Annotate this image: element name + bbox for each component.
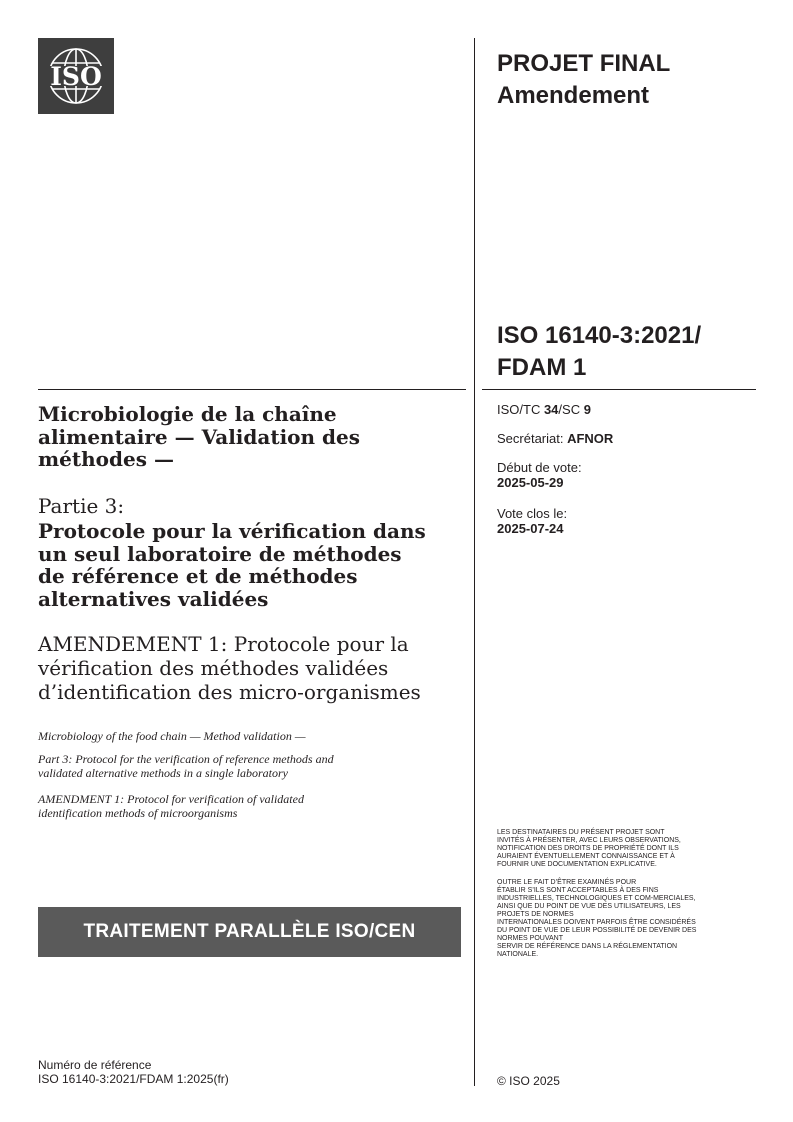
notice-line: FOURNIR UNE DOCUMENTATION EXPLICATIVE. (497, 861, 657, 868)
secretariat: Secrétariat: AFNOR (497, 431, 614, 446)
notice-line: NATIONALE. (497, 951, 539, 958)
notice-paragraph-1 (497, 829, 757, 869)
doc-type-line: Amendement (497, 82, 650, 109)
english-amendment-title: AMENDMENT 1: Protocol for verification of validated identification methods of microorganisms (38, 792, 304, 820)
parallel-processing-banner: TRAITEMENT PARALLÈLE ISO/CEN (38, 907, 461, 957)
reference-number (38, 1058, 229, 1086)
amendment-title: AMENDEMENT 1: Protocole pour la vérification des méthodes validées d’identification des micro-organismes (38, 632, 421, 704)
vote-end-label: Vote clos le: (497, 506, 568, 521)
committee-tc: 34 (543, 402, 559, 417)
notice-line: AINSI QUE DU POINT DE VUE DES UTILISATEURS, LES (497, 903, 681, 910)
vote-start-label: Début de vote: (497, 460, 582, 475)
vote-start (497, 460, 747, 490)
column-divider (474, 38, 475, 1086)
main-title: Microbiologie de la chaîne alimentaire — Validation des méthodes — (38, 402, 360, 471)
notice-paragraph-2 (497, 879, 757, 959)
iso-logo-text: ISO (50, 62, 102, 91)
committee-sc: 9 (583, 402, 591, 417)
notice-line: ÉTABLIR S’ILS SONT ACCEPTABLES À DES FINS (497, 887, 659, 894)
notice-line: INTERNATIONALES DOIVENT PARFOIS ÊTRE CONSIDÉRÉS (497, 919, 696, 926)
vote-end-date: 2025-07-24 (497, 521, 564, 536)
doc-type-line: PROJET FINAL (497, 50, 671, 77)
notice-line: LES DESTINATAIRES DU PRÉSENT PROJET SONT (497, 829, 665, 836)
document-number (497, 320, 757, 384)
iso-logo (38, 38, 114, 114)
title-rule-left (38, 389, 466, 390)
committee: ISO/TC 34/SC 9 (497, 402, 591, 417)
notice-line: AURAIENT ÉVENTUELLEMENT CONNAISSANCE ET À (497, 853, 675, 860)
notice-line: NOTIFICATION DES DROITS DE PROPRIÉTÉ DONT ILS (497, 845, 679, 852)
notice-line: INVITÉS À PRÉSENTER, AVEC LEURS OBSERVATIONS, (497, 837, 681, 844)
reference-label: Numéro de référence (38, 1058, 152, 1072)
vote-end (497, 506, 747, 536)
reference-value: ISO 16140-3:2021/FDAM 1:2025(fr) (38, 1072, 229, 1086)
doc-number-line: ISO 16140-3:2021/ (497, 322, 702, 349)
doc-number-line: FDAM 1 (497, 354, 587, 381)
copyright: © ISO 2025 (497, 1074, 560, 1088)
part-label: Partie 3: (38, 494, 125, 518)
notice-line: SERVIR DE RÉFÉRENCE DANS LA RÉGLEMENTATION (497, 943, 678, 950)
english-part-title: Part 3: Protocol for the verification of reference methods and validated alternative methods in a single laboratory (38, 752, 334, 780)
secretariat-value: AFNOR (567, 431, 614, 446)
notice-line: PROJETS DE NORMES (497, 911, 574, 918)
vote-start-date: 2025-05-29 (497, 475, 564, 490)
notice-line: OUTRE LE FAIT D’ÊTRE EXAMINÉS POUR (497, 879, 637, 886)
iso-globe-logo-icon (38, 38, 114, 114)
notice-line: NORMES POUVANT (497, 935, 563, 942)
notice-line: DU POINT DE VUE DE LEUR POSSIBILITÉ DE DEVENIR DES (497, 927, 697, 934)
notice-line: INDUSTRIELLES, TECHNOLOGIQUES ET COM-MERCIALES, (497, 895, 696, 902)
document-type (497, 48, 747, 112)
title-rule-right (482, 389, 756, 390)
english-main-title: Microbiology of the food chain — Method validation — (38, 729, 306, 743)
part-title: Protocole pour la vérification dans un seul laboratoire de méthodes de référence et de méthodes alternatives validées (38, 519, 426, 611)
